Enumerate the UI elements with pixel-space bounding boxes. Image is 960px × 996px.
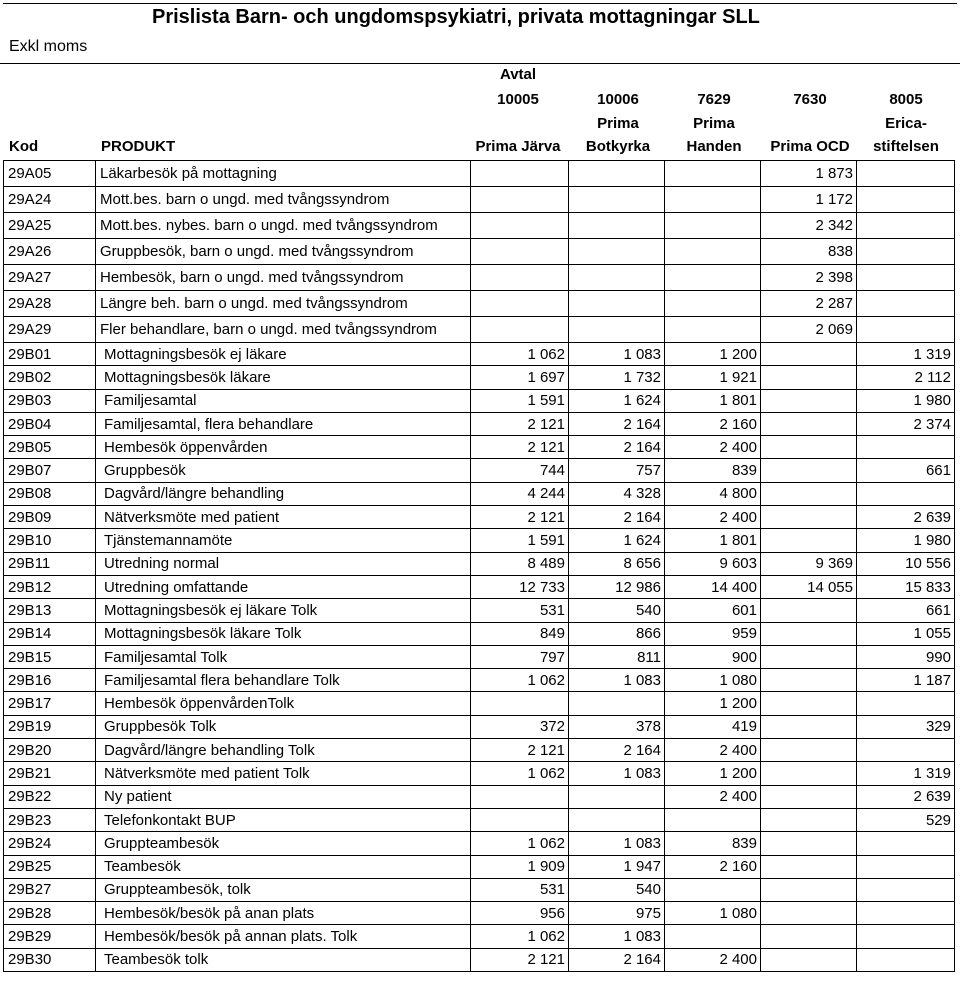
price-cell-col-1: 744 [471,459,569,482]
table-row [4,948,955,971]
price-cell-col-5: 661 [857,459,955,482]
price-cell-col-3: 1 200 [665,692,761,715]
price-cell-col-3: 1 200 [665,762,761,785]
price-cell-col-5: 2 639 [857,506,955,529]
price-cell-col-4 [761,762,857,785]
row-product: Utredning omfattande [96,575,471,598]
table-row [4,645,955,668]
price-cell-col-2: 4 328 [569,482,665,505]
table-row [4,808,955,831]
price-cell-col-2: 1 947 [569,855,665,878]
header-col-5-line1: Erica- [885,115,927,132]
price-cell-col-3 [665,161,761,187]
row-product: Läkarbesök på mottagning [96,161,471,187]
table-row [4,739,955,762]
table-row [4,622,955,645]
price-cell-col-3: 2 400 [665,785,761,808]
price-cell-col-1 [471,161,569,187]
price-cell-col-5 [857,239,955,265]
table-row [4,599,955,622]
price-cell-col-1 [471,808,569,831]
row-product: Gruppteambesök [96,832,471,855]
price-cell-col-3: 1 080 [665,902,761,925]
row-product: Utredning normal [96,552,471,575]
row-code: 29B09 [4,506,96,529]
price-cell-col-5 [857,902,955,925]
table-row [4,762,955,785]
header-divider [0,63,960,64]
price-cell-col-3 [665,317,761,343]
price-cell-col-2: 8 656 [569,552,665,575]
price-cell-col-5 [857,187,955,213]
price-cell-col-5: 15 833 [857,575,955,598]
price-cell-col-3: 2 400 [665,739,761,762]
price-cell-col-1: 797 [471,645,569,668]
row-code: 29B29 [4,925,96,948]
row-code: 29B22 [4,785,96,808]
price-cell-col-5: 329 [857,715,955,738]
price-cell-col-5 [857,878,955,901]
price-cell-col-3: 2 400 [665,436,761,459]
price-cell-col-4 [761,506,857,529]
row-product: Fler behandlare, barn o ungd. med tvångssyndrom [96,317,471,343]
table-row [4,265,955,291]
price-cell-col-5: 10 556 [857,552,955,575]
table-row [4,832,955,855]
header-col-3-name: Handen [686,138,742,155]
row-code: 29B08 [4,482,96,505]
price-cell-col-5 [857,855,955,878]
price-cell-col-5 [857,213,955,239]
row-product: Mottagningsbesök läkare Tolk [96,622,471,645]
price-cell-col-2: 1 083 [569,832,665,855]
top-border [3,3,957,4]
table-row [4,291,955,317]
row-product: Mottagningsbesök ej läkare Tolk [96,599,471,622]
table-row [4,878,955,901]
price-cell-col-3: 900 [665,645,761,668]
price-cell-col-5: 661 [857,599,955,622]
row-product: Mottagningsbesök läkare [96,366,471,389]
price-cell-col-1: 2 121 [471,412,569,435]
price-cell-col-1: 8 489 [471,552,569,575]
price-cell-col-2: 378 [569,715,665,738]
price-cell-col-1: 849 [471,622,569,645]
price-cell-col-2 [569,785,665,808]
header-col-5-code: 8005 [889,91,923,108]
header-col-4-name: Prima OCD [770,138,850,155]
price-cell-col-2 [569,213,665,239]
price-cell-col-2: 540 [569,599,665,622]
price-cell-col-1: 12 733 [471,575,569,598]
row-product: Teambesök tolk [96,948,471,971]
price-cell-col-5 [857,739,955,762]
row-product: Tjänstemannamöte [96,529,471,552]
price-cell-col-4 [761,459,857,482]
price-cell-col-3: 9 603 [665,552,761,575]
row-product: Telefonkontakt BUP [96,808,471,831]
row-code: 29A26 [4,239,96,265]
price-cell-col-4 [761,366,857,389]
price-cell-col-4 [761,645,857,668]
price-cell-col-3: 2 400 [665,506,761,529]
header-kod: Kod [9,138,39,155]
header-col-1-code: 10005 [497,91,539,108]
price-cell-col-4 [761,482,857,505]
row-code: 29A29 [4,317,96,343]
row-product: Gruppbesök Tolk [96,715,471,738]
price-cell-col-3 [665,925,761,948]
price-cell-col-2: 1 624 [569,529,665,552]
row-code: 29B30 [4,948,96,971]
header-col-4-code: 7630 [793,91,827,108]
price-cell-col-5: 1 980 [857,529,955,552]
row-product: Familjesamtal [96,389,471,412]
price-cell-col-4: 2 069 [761,317,857,343]
row-code: 29B24 [4,832,96,855]
price-cell-col-3 [665,239,761,265]
price-cell-col-2 [569,291,665,317]
row-product: Hembesök/besök på anan plats [96,902,471,925]
table-row [4,855,955,878]
price-cell-col-1: 2 121 [471,436,569,459]
row-code: 29A24 [4,187,96,213]
header-col-2-code: 10006 [597,91,639,108]
header-col-5-name: stiftelsen [873,138,939,155]
header-col-2-line1: Prima [597,115,639,132]
price-cell-col-5: 1 187 [857,669,955,692]
price-cell-col-2 [569,187,665,213]
price-cell-col-4: 14 055 [761,575,857,598]
price-cell-col-4: 2 342 [761,213,857,239]
row-product: Ny patient [96,785,471,808]
price-cell-col-2: 1 083 [569,762,665,785]
price-cell-col-4 [761,599,857,622]
price-cell-col-5 [857,161,955,187]
price-cell-col-4 [761,948,857,971]
price-cell-col-2: 1 732 [569,366,665,389]
price-cell-col-3: 839 [665,832,761,855]
row-product: Familjesamtal Tolk [96,645,471,668]
row-product: Familjesamtal flera behandlare Tolk [96,669,471,692]
price-cell-col-2 [569,808,665,831]
row-product: Längre beh. barn o ungd. med tvångssyndrom [96,291,471,317]
row-code: 29B20 [4,739,96,762]
price-cell-col-1: 4 244 [471,482,569,505]
row-product: Gruppbesök [96,459,471,482]
row-product: Nätverksmöte med patient [96,506,471,529]
price-cell-col-4 [761,715,857,738]
price-cell-col-3: 2 160 [665,855,761,878]
price-cell-col-2: 757 [569,459,665,482]
price-cell-col-4 [761,808,857,831]
row-code: 29B17 [4,692,96,715]
price-cell-col-1: 1 062 [471,925,569,948]
row-code: 29B23 [4,808,96,831]
table-row [4,529,955,552]
price-cell-col-5 [857,482,955,505]
row-product: Gruppbesök, barn o ungd. med tvångssyndrom [96,239,471,265]
price-cell-col-1: 2 121 [471,948,569,971]
price-cell-col-5: 1 980 [857,389,955,412]
table-row [4,552,955,575]
price-cell-col-1: 1 697 [471,366,569,389]
price-cell-col-3: 419 [665,715,761,738]
price-cell-col-3 [665,187,761,213]
price-cell-col-4 [761,343,857,366]
row-product: Nätverksmöte med patient Tolk [96,762,471,785]
price-cell-col-4 [761,529,857,552]
price-cell-col-4: 2 398 [761,265,857,291]
price-cell-col-3: 1 801 [665,529,761,552]
price-cell-col-5: 1 319 [857,343,955,366]
price-cell-col-4: 1 172 [761,187,857,213]
price-cell-col-3: 4 800 [665,482,761,505]
vat-note: Exkl moms [9,38,88,55]
price-cell-col-1: 531 [471,599,569,622]
price-cell-col-2: 2 164 [569,436,665,459]
price-cell-col-5 [857,948,955,971]
price-cell-col-2 [569,265,665,291]
price-cell-col-5: 529 [857,808,955,831]
row-code: 29B04 [4,412,96,435]
price-cell-col-2: 1 624 [569,389,665,412]
table-row [4,506,955,529]
row-product: Dagvård/längre behandling [96,482,471,505]
table-row [4,692,955,715]
header-col-2-name: Botkyrka [585,138,651,155]
price-cell-col-1 [471,291,569,317]
price-cell-col-1: 372 [471,715,569,738]
price-cell-col-4: 1 873 [761,161,857,187]
price-cell-col-1 [471,265,569,291]
row-code: 29B12 [4,575,96,598]
table-row [4,482,955,505]
price-cell-col-5 [857,291,955,317]
header-col-3-line1: Prima [693,115,735,132]
row-product: Hembesök öppenvårdenTolk [96,692,471,715]
price-cell-col-4 [761,412,857,435]
price-cell-col-2 [569,317,665,343]
price-cell-col-5 [857,925,955,948]
price-cell-col-5 [857,265,955,291]
price-cell-col-3 [665,265,761,291]
row-product: Hembesök/besök på annan plats. Tolk [96,925,471,948]
header-produkt: PRODUKT [101,138,176,155]
row-product: Mott.bes. nybes. barn o ungd. med tvångssyndrom [96,213,471,239]
row-product: Gruppteambesök, tolk [96,878,471,901]
price-cell-col-4: 838 [761,239,857,265]
price-cell-col-5: 1 319 [857,762,955,785]
price-cell-col-1 [471,785,569,808]
price-cell-col-1 [471,187,569,213]
price-cell-col-2 [569,239,665,265]
price-cell-col-5 [857,692,955,715]
table-row [4,389,955,412]
table-row [4,213,955,239]
price-cell-col-1: 1 062 [471,832,569,855]
price-cell-col-1: 1 909 [471,855,569,878]
table-row [4,161,955,187]
price-cell-col-2: 1 083 [569,343,665,366]
price-cell-col-1: 1 591 [471,529,569,552]
row-product: Mottagningsbesök ej läkare [96,343,471,366]
price-cell-col-5: 2 639 [857,785,955,808]
price-cell-col-4: 9 369 [761,552,857,575]
price-cell-col-4 [761,785,857,808]
price-cell-col-4 [761,878,857,901]
price-cell-col-1: 1 062 [471,762,569,785]
price-cell-col-4 [761,925,857,948]
table-row [4,459,955,482]
price-cell-col-4 [761,436,857,459]
price-cell-col-2: 1 083 [569,669,665,692]
header-avtal: Avtal [499,66,537,83]
price-cell-col-2: 1 083 [569,925,665,948]
header-col-1-name: Prima Järva [475,138,561,155]
page-title: Prislista Barn- och ungdomspsykiatri, privata mottagningar SLL [152,6,760,28]
row-code: 29B28 [4,902,96,925]
price-cell-col-1: 1 062 [471,669,569,692]
price-cell-col-4 [761,692,857,715]
row-code: 29B14 [4,622,96,645]
price-cell-col-4 [761,855,857,878]
row-code: 29A27 [4,265,96,291]
price-cell-col-5 [857,317,955,343]
row-code: 29B03 [4,389,96,412]
row-code: 29B10 [4,529,96,552]
row-code: 29B13 [4,599,96,622]
price-cell-col-2 [569,692,665,715]
row-product: Dagvård/längre behandling Tolk [96,739,471,762]
table-row [4,902,955,925]
price-cell-col-3: 2 160 [665,412,761,435]
price-cell-col-3 [665,878,761,901]
row-code: 29A25 [4,213,96,239]
price-cell-col-4 [761,622,857,645]
row-product: Teambesök [96,855,471,878]
price-cell-col-3 [665,808,761,831]
table-row [4,436,955,459]
price-cell-col-1: 2 121 [471,506,569,529]
table-row [4,343,955,366]
price-cell-col-5: 1 055 [857,622,955,645]
price-cell-col-5: 2 374 [857,412,955,435]
table-row [4,317,955,343]
price-cell-col-1: 2 121 [471,739,569,762]
price-table [3,160,955,972]
table-row [4,925,955,948]
price-cell-col-2: 2 164 [569,506,665,529]
table-row [4,366,955,389]
table-row [4,785,955,808]
row-product: Mott.bes. barn o ungd. med tvångssyndrom [96,187,471,213]
price-cell-col-5 [857,436,955,459]
row-code: 29B02 [4,366,96,389]
price-cell-col-2: 540 [569,878,665,901]
table-row [4,669,955,692]
price-cell-col-4 [761,389,857,412]
price-cell-col-3: 2 400 [665,948,761,971]
price-cell-col-3: 959 [665,622,761,645]
price-cell-col-2: 975 [569,902,665,925]
table-row [4,575,955,598]
row-code: 29B11 [4,552,96,575]
price-cell-col-1 [471,692,569,715]
price-cell-col-2: 2 164 [569,739,665,762]
price-cell-col-3: 1 080 [665,669,761,692]
price-cell-col-2: 2 164 [569,948,665,971]
row-code: 29B01 [4,343,96,366]
price-cell-col-3: 1 200 [665,343,761,366]
row-code: 29B21 [4,762,96,785]
row-product: Hembesök öppenvården [96,436,471,459]
price-cell-col-2: 866 [569,622,665,645]
header-col-3-code: 7629 [697,91,731,108]
price-cell-col-4: 2 287 [761,291,857,317]
price-cell-col-4 [761,669,857,692]
price-cell-col-3: 839 [665,459,761,482]
price-cell-col-2: 2 164 [569,412,665,435]
row-product: Familjesamtal, flera behandlare [96,412,471,435]
row-code: 29A05 [4,161,96,187]
table-row [4,187,955,213]
price-cell-col-1 [471,213,569,239]
price-cell-col-5 [857,832,955,855]
row-code: 29A28 [4,291,96,317]
price-cell-col-3: 14 400 [665,575,761,598]
row-code: 29B25 [4,855,96,878]
price-cell-col-1: 1 591 [471,389,569,412]
row-code: 29B05 [4,436,96,459]
table-row [4,715,955,738]
price-cell-col-2: 12 986 [569,575,665,598]
table-row [4,412,955,435]
price-cell-col-3: 601 [665,599,761,622]
price-cell-col-5: 990 [857,645,955,668]
price-cell-col-4 [761,832,857,855]
price-cell-col-1: 1 062 [471,343,569,366]
price-cell-col-2 [569,161,665,187]
price-cell-col-3: 1 801 [665,389,761,412]
row-product: Hembesök, barn o ungd. med tvångssyndrom [96,265,471,291]
price-cell-col-1: 531 [471,878,569,901]
price-cell-col-2: 811 [569,645,665,668]
row-code: 29B27 [4,878,96,901]
price-cell-col-1: 956 [471,902,569,925]
price-cell-col-1 [471,317,569,343]
row-code: 29B07 [4,459,96,482]
price-cell-col-5: 2 112 [857,366,955,389]
price-cell-col-3: 1 921 [665,366,761,389]
row-code: 29B19 [4,715,96,738]
price-cell-col-4 [761,739,857,762]
price-cell-col-4 [761,902,857,925]
price-cell-col-1 [471,239,569,265]
price-cell-col-3 [665,213,761,239]
row-code: 29B16 [4,669,96,692]
table-row [4,239,955,265]
row-code: 29B15 [4,645,96,668]
price-cell-col-3 [665,291,761,317]
